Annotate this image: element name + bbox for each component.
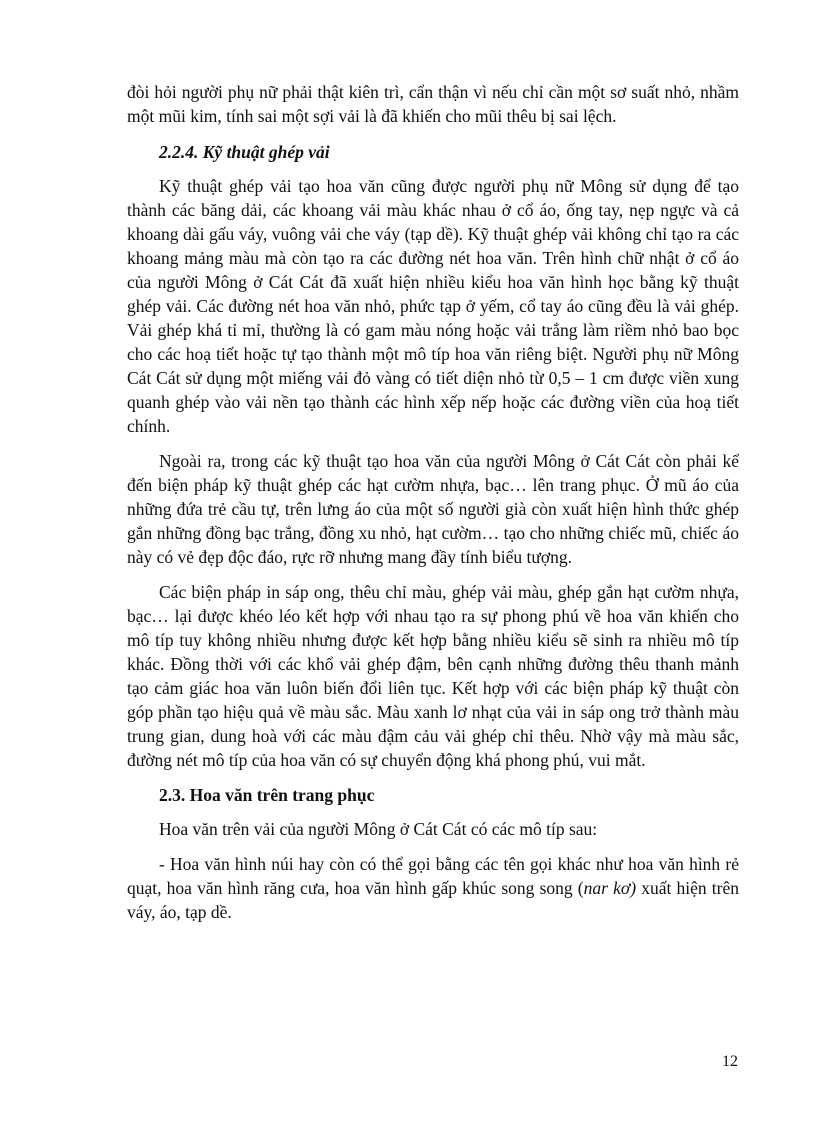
motif-term: nar kơ) [583, 878, 637, 898]
paragraph-beads-silver: Ngoài ra, trong các kỹ thuật tạo hoa văn của người Mông ở Cát Cát còn phải kể đến biện pháp kỹ thuật ghép các hạt cườm nhựa, bạc… lên trang phục. Ở mũ áo của những đứa trẻ cầu tự, trên lưng áo của một số người già còn xuất hiện hình thức ghép gắn những đồng bạc trắng, đồng xu nhỏ, hạt cườm… tạo cho những chiếc mũ, chiếc áo này có vẻ đẹp độc đáo, rực rỡ nhưng mang đầy tính biểu tượng. [127, 451, 739, 567]
document-page [127, 80, 739, 935]
section-heading-2-2-4: 2.2.4. Kỹ thuật ghép vải [159, 142, 330, 162]
paragraph-continued: đòi hỏi người phụ nữ phải thật kiên trì, cẩn thận vì nếu chỉ cần một sơ suất nhỏ, nhầm một mũi kim, tính sai một sợi vải là đã khiến cho mũi thêu bị sai lệch. [127, 82, 739, 126]
paragraph-fabric-piecing: Kỹ thuật ghép vải tạo hoa văn cũng được người phụ nữ Mông sử dụng để tạo thành các băng dải, các khoang vải màu khác nhau ở cổ áo, ống tay, nẹp ngực và cả khoang dài gấu váy, vuông vải che váy (tạp dề). Kỹ thuật ghép vải không chỉ tạo ra các khoang mảng màu mà còn tạo ra các đường nét hoa văn. Trên hình chữ nhật ở cổ áo của người Mông ở Cát Cát đã xuất hiện nhiều kiểu hoa văn hình học bằng kỹ thuật ghép vải. Các đường nét hoa văn nhỏ, phức tạp ở yếm, cổ tay áo cũng đều là vải ghép. Vải ghép khá tỉ mỉ, thường là có gam màu nóng hoặc vải trắng làm riềm nhỏ bao bọc cho các hoạ tiết hoặc tự tạo thành một mô típ hoa văn riêng biệt. Người phụ nữ Mông Cát Cát sử dụng một miếng vải đỏ vàng có tiết diện nhỏ từ 0,5 – 1 cm được viền xung quanh ghép vào vải nền tạo thành các hình xếp nếp hoặc các đường viền của hoạ tiết chính. [127, 176, 739, 436]
paragraph-combined-techniques: Các biện pháp in sáp ong, thêu chỉ màu, ghép vải màu, ghép gắn hạt cườm nhựa, bạc… lại được khéo léo kết hợp với nhau tạo ra sự phong phú về hoa văn khiến cho mô típ tuy không nhiều nhưng được kết hợp bằng nhiều kiểu sẽ sinh ra nhiều mô típ khác. Đồng thời với các khổ vải ghép đậm, bên cạnh những đường thêu thanh mảnh tạo cảm giác hoa văn luôn biến đổi liên tục. Kết hợp với các biện pháp kỹ thuật còn góp phần tạo hiệu quả về màu sắc. Màu xanh lơ nhạt của vải in sáp ong trở thành màu trung gian, dung hoà với các màu đậm cảu vải ghép chỉ thêu. Nhờ vậy mà màu sắc, đường nét mô típ của hoa văn có sự chuyển động khá phong phú, vui mắt. [127, 582, 739, 770]
section-heading-2-3: 2.3. Hoa văn trên trang phục [159, 785, 375, 805]
mountain-motif-text-end: xuất hiện trên váy, áo, tạp dề. [127, 878, 739, 922]
paragraph-motif-intro: Hoa văn trên vải của người Mông ở Cát Cát có các mô típ sau: [159, 819, 598, 839]
mountain-motif-text: - Hoa văn hình núi hay còn có thể gọi bằng các tên gọi khác như hoa văn hình rẻ quạt, hoa văn hình răng cưa, hoa văn hình gấp khúc song song ( [127, 854, 739, 898]
paragraph-mountain-motif [127, 852, 739, 924]
page-number: 12 [722, 1053, 738, 1070]
